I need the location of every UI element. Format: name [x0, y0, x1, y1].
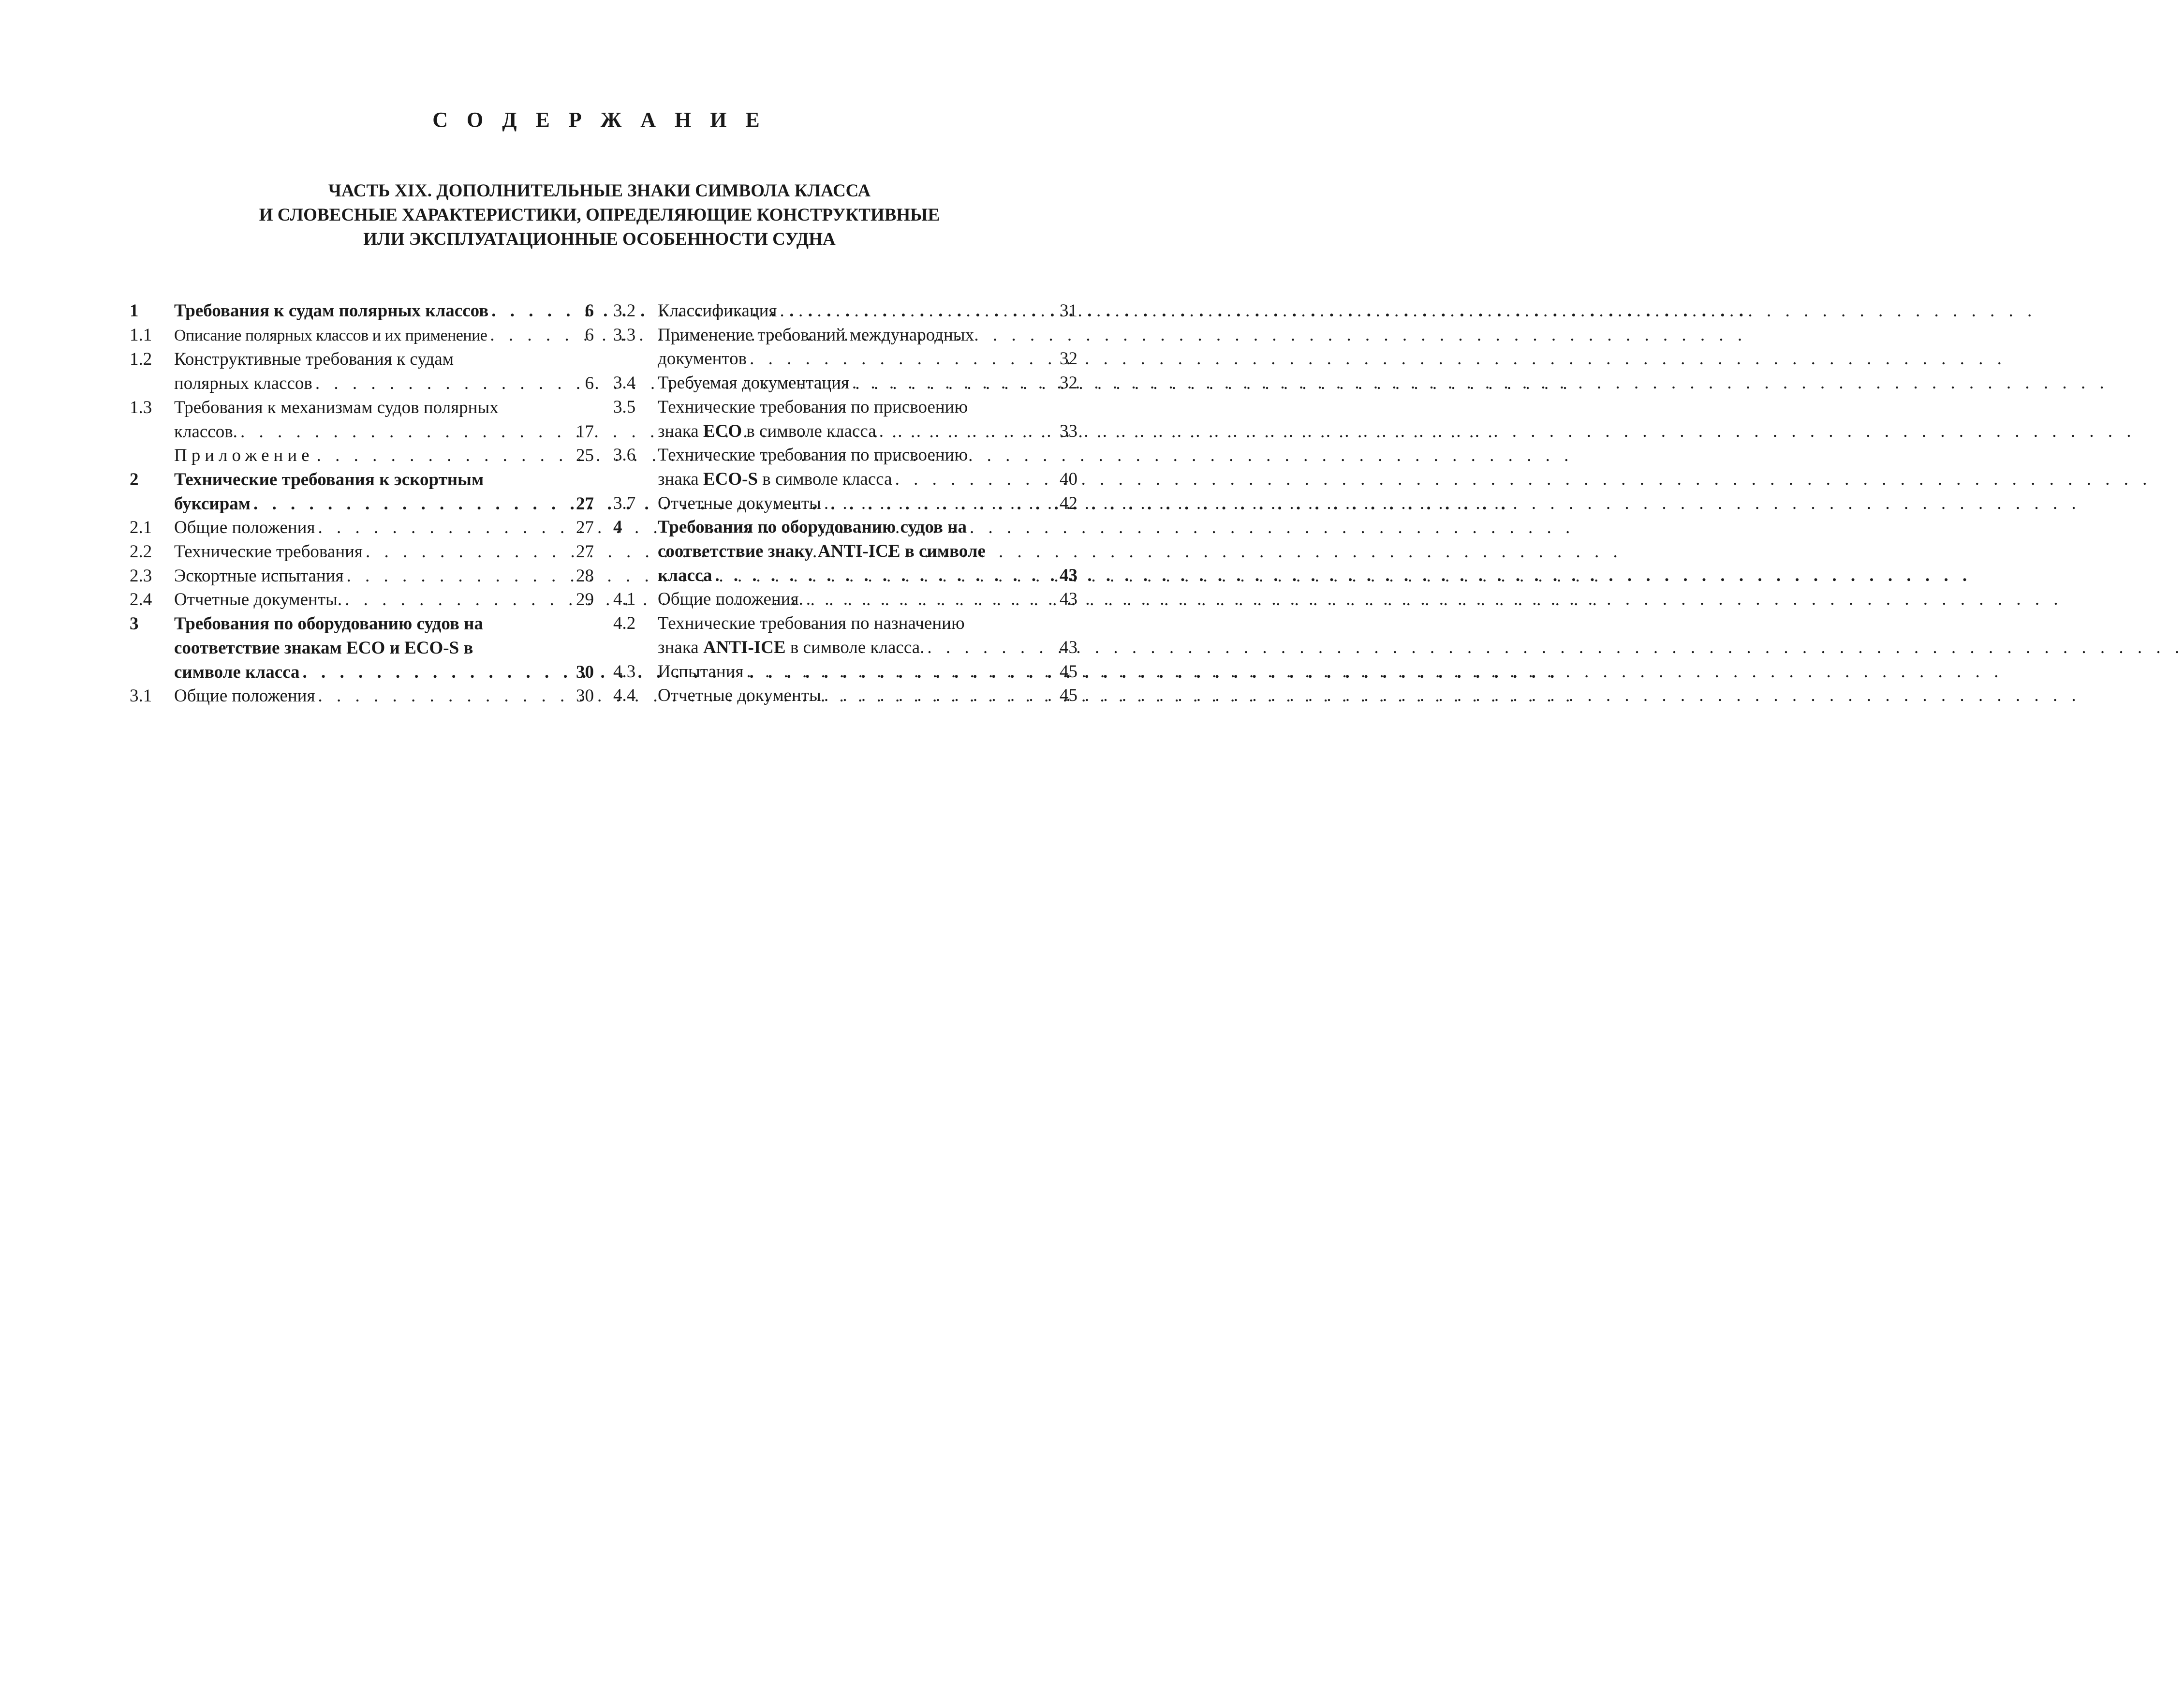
toc-entry-body	[174, 588, 594, 612]
toc-entry-title-line: знака ECO-S в символе класса	[658, 469, 892, 489]
toc-entry-title-line: Испытания	[658, 661, 744, 682]
class-mark: ECO	[703, 421, 742, 441]
toc-entry-body	[658, 660, 1077, 684]
toc-right-column	[613, 299, 1077, 708]
toc-entry-last-line	[174, 420, 594, 444]
toc-entry[interactable]	[130, 540, 594, 564]
dot-leader	[712, 564, 1048, 588]
toc-entry-last-line	[658, 299, 1077, 323]
toc-entry-title-line: Требования к механизмам судов полярных	[174, 397, 499, 417]
toc-entry-last-line	[174, 323, 594, 348]
toc-entry-title-line: полярных классов	[174, 373, 312, 394]
dot-leader	[314, 444, 565, 468]
toc-entry-title-line: Приложение	[174, 446, 314, 466]
toc-entry-last-line	[658, 347, 1077, 371]
toc-entry-number: 1.3	[130, 397, 152, 417]
toc-entry[interactable]	[613, 443, 1077, 491]
toc-entry-title-line: Требования по оборудованию судов на	[658, 517, 967, 537]
toc-entry-page-number: 6	[585, 373, 594, 394]
toc-entry-page-number: 43	[1060, 637, 1077, 657]
toc-entry-page-number: 6	[585, 325, 594, 345]
toc-entry-last-line	[658, 564, 1077, 588]
toc-entry-title-line: Технические требования к эскортным	[174, 469, 484, 490]
toc-entry-title-line: Технические требования по назначению	[658, 613, 965, 634]
class-mark: ANTI-ICE	[703, 637, 786, 657]
toc-entry-number: 3.4	[613, 373, 636, 393]
toc-entry-body	[174, 347, 594, 395]
part-heading-line: ЧАСТЬ XIX. ДОПОЛНИТЕЛЬНЫЕ ЗНАКИ СИМВОЛА КЛАССА	[328, 181, 871, 201]
toc-entry-last-line	[174, 444, 594, 468]
toc-entry[interactable]	[613, 515, 1077, 587]
toc-entry-body	[658, 323, 1077, 371]
toc-entry-title-line: Общие положения.	[658, 589, 803, 610]
toc-entry-body	[658, 611, 1077, 659]
toc-entry-last-line	[174, 516, 594, 540]
toc-entry[interactable]	[130, 564, 594, 588]
toc-entry-page-number: 43	[1060, 589, 1077, 610]
toc-entry-last-line	[658, 587, 1077, 611]
toc-entry-title-line: Применение требований международных	[658, 325, 974, 345]
toc-entry[interactable]	[130, 612, 594, 684]
toc-entry-page-number: 31	[1060, 301, 1077, 321]
toc-entry[interactable]	[130, 323, 594, 348]
toc-entry-last-line	[658, 371, 1077, 395]
toc-entry-title-line: Описание полярных классов и их применение	[174, 326, 487, 344]
toc-entry-page-number: 32	[1060, 373, 1077, 393]
toc-entry-body	[174, 444, 594, 468]
toc-entry-last-line	[658, 419, 1077, 444]
class-mark: ECO-S	[703, 469, 758, 489]
toc-entry-body	[174, 612, 594, 684]
dot-leader	[315, 684, 565, 708]
toc-entry-page-number: 29	[576, 590, 594, 610]
part-heading-line: ИЛИ ЭКСПЛУАТАЦИОННЫЕ ОСОБЕННОСТИ СУДНА	[363, 229, 836, 249]
toc-entry-title-line: Требуемая документация	[658, 373, 849, 393]
toc-entry-title-line: классов.	[174, 421, 237, 442]
toc-entry-body	[658, 371, 1077, 395]
toc-entry-number: 2.2	[130, 542, 152, 562]
toc-entry-body	[658, 443, 1077, 491]
toc-entry-last-line	[658, 491, 1077, 516]
dot-leader	[487, 323, 565, 347]
toc-entry[interactable]	[130, 516, 594, 540]
toc-entry[interactable]	[613, 587, 1077, 611]
dot-leader	[821, 491, 1048, 516]
toc-entry[interactable]	[613, 611, 1077, 659]
toc-entry[interactable]	[130, 684, 594, 708]
toc-entry-page-number: 27	[576, 542, 594, 562]
toc-entry-title-line: документов	[658, 349, 747, 369]
toc-entry-title-line: Эскортные испытания	[174, 566, 344, 586]
toc-entry-title-line: Отчетные документы	[658, 685, 821, 706]
toc-entry-page-number: 45	[1060, 661, 1077, 682]
toc-entry-page-number: 25	[576, 446, 594, 466]
toc-entry-page-number: 42	[1060, 493, 1077, 513]
dot-leader	[363, 540, 565, 564]
toc-entry-page-number: 17	[576, 421, 594, 442]
toc-entry-number: 3.3	[613, 325, 636, 345]
toc-entry-page-number: 33	[1060, 421, 1077, 441]
toc-entry-page-number: 45	[1060, 685, 1077, 706]
dot-leader	[892, 467, 1048, 491]
dot-leader	[300, 660, 565, 685]
toc-entry-number: 3.6	[613, 445, 636, 465]
dot-leader	[876, 419, 1048, 444]
toc-entry[interactable]	[613, 371, 1077, 395]
toc-entry-number: 4.4	[613, 685, 636, 706]
toc-entry-body	[658, 299, 1077, 323]
toc-entry-page-number: 27	[576, 493, 594, 514]
toc-left-column	[130, 299, 594, 708]
toc-entry-body	[174, 540, 594, 564]
toc-entry[interactable]	[130, 299, 594, 323]
toc-entry-title-line: знака ANTI-ICE в символе класса.	[658, 637, 925, 657]
toc-entry[interactable]	[613, 323, 1077, 371]
toc-entry-body	[658, 395, 1077, 443]
toc-entry-number: 2.4	[130, 590, 152, 610]
toc-entry-number: 3.7	[613, 493, 636, 513]
toc-entry[interactable]	[130, 468, 594, 516]
toc-entry-page-number: 6	[585, 301, 594, 321]
toc-entry-title-line: класса	[658, 565, 712, 585]
toc-entry-number: 1.2	[130, 349, 152, 370]
toc-entry-last-line	[658, 684, 1077, 708]
toc-entry-last-line	[174, 588, 594, 612]
toc-entry-title-line: соответствие знаку ANTI-ICE в символе	[658, 541, 986, 562]
dot-leader	[743, 660, 1048, 684]
toc-entry-title-line: Технические требования по присвоению	[658, 397, 968, 417]
toc-entry-body	[174, 396, 594, 444]
part-heading	[0, 179, 1199, 252]
toc-entry[interactable]	[613, 684, 1077, 708]
toc-entry-title-line: Отчетные документы.	[174, 590, 342, 610]
dot-leader	[849, 371, 1048, 395]
toc-entry[interactable]	[613, 491, 1077, 516]
toc-entry-body	[174, 299, 594, 323]
toc-entry-number: 3	[130, 614, 139, 634]
toc-entry-page-number: 30	[576, 662, 594, 682]
dot-leader	[821, 684, 1048, 708]
toc-entry[interactable]	[130, 396, 594, 444]
toc-entry-title-line: Требования к судам полярных классов	[174, 301, 489, 321]
toc-entry-body	[658, 684, 1077, 708]
toc-entry-last-line	[174, 660, 594, 685]
toc-entry-title-line: Требования по оборудованию судов на	[174, 614, 483, 634]
toc-entry-number: 3.1	[130, 686, 152, 706]
dot-leader	[747, 347, 1048, 371]
part-heading-line: И СЛОВЕСНЫЕ ХАРАКТЕРИСТИКИ, ОПРЕДЕЛЯЮЩИЕ КОНСТРУКТИВНЫЕ	[259, 205, 940, 225]
toc-entry-title-line: Общие положения	[174, 518, 315, 538]
toc-entry-page-number: 30	[576, 686, 594, 706]
toc-entry-last-line	[174, 492, 594, 516]
toc-entry-title-line: Классификация	[658, 301, 777, 321]
dot-leader	[803, 587, 1048, 611]
dot-leader	[237, 420, 565, 444]
toc-entry-title-line: символе класса	[174, 662, 300, 682]
toc-entry-number: 2	[130, 469, 139, 490]
toc-entry-number: 1.1	[130, 325, 152, 345]
toc-entry-body	[174, 516, 594, 540]
dot-leader	[342, 588, 565, 612]
toc-entry-number: 4.3	[613, 661, 636, 682]
page-title: С О Д Е Р Ж А Н И Е	[432, 108, 767, 132]
dot-leader	[777, 299, 1048, 323]
toc-entry-page-number: 40	[1060, 469, 1077, 489]
toc-entry-page-number: 28	[576, 566, 594, 586]
toc-entry-body	[174, 468, 594, 516]
toc-entry-page-number: 27	[576, 518, 594, 538]
toc-entry-last-line	[174, 540, 594, 564]
toc-entry[interactable]	[130, 347, 594, 395]
toc-entry-number: 2.1	[130, 518, 152, 538]
dot-leader	[251, 492, 565, 516]
toc-entry[interactable]	[613, 660, 1077, 684]
toc-entry-number: 2.3	[130, 566, 152, 586]
toc-entry-page-number: 32	[1060, 349, 1077, 369]
toc-entry-body	[174, 684, 594, 708]
toc-entry-last-line	[174, 372, 594, 396]
toc-entry-title-line: знака ECO в символе класса	[658, 421, 876, 441]
toc-entry-page-number: 43	[1060, 565, 1077, 585]
toc-entry[interactable]	[130, 444, 594, 468]
toc-entry-title-line: Технические требования	[174, 542, 363, 562]
toc-entry-body	[174, 564, 594, 588]
toc-entry-number: 4	[613, 517, 622, 537]
toc-entry-number: 3.5	[613, 397, 636, 417]
toc-entry[interactable]	[130, 588, 594, 612]
toc-entry-number	[130, 444, 174, 468]
toc-entry-body	[658, 491, 1077, 516]
toc-entry-body	[658, 515, 1077, 587]
toc-entry-number: 4.1	[613, 589, 636, 610]
dot-leader	[924, 636, 1048, 660]
toc-entry-body	[658, 587, 1077, 611]
toc-entry-title-line: Конструктивные требования к судам	[174, 349, 454, 370]
toc-entry-number: 1	[130, 301, 139, 321]
toc-entry-last-line	[174, 684, 594, 708]
toc-entry[interactable]	[613, 299, 1077, 323]
dot-leader	[312, 372, 565, 396]
toc-entry-title-line: соответствие знакам ECO и ECO-S в	[174, 638, 473, 658]
toc-entry-title-line: буксирам	[174, 493, 251, 514]
toc-entry[interactable]	[613, 395, 1077, 443]
dot-leader	[344, 564, 565, 588]
toc-entry-last-line	[658, 467, 1077, 491]
toc-entry-last-line	[658, 660, 1077, 684]
toc-entry-number: 4.2	[613, 613, 636, 634]
toc-entry-title-line: Отчетные документы	[658, 493, 821, 513]
toc-entry-number: 3.2	[613, 301, 636, 321]
dot-leader	[315, 516, 565, 540]
dot-leader	[488, 299, 565, 323]
toc-entry-last-line	[658, 636, 1077, 660]
toc-entry-last-line	[174, 564, 594, 588]
toc-entry-title-line: Общие положения	[174, 686, 315, 706]
toc-entry-body	[174, 323, 594, 348]
toc-entry-title-line: Технические требования по присвоению	[658, 445, 968, 465]
toc-entry-last-line	[174, 299, 594, 323]
